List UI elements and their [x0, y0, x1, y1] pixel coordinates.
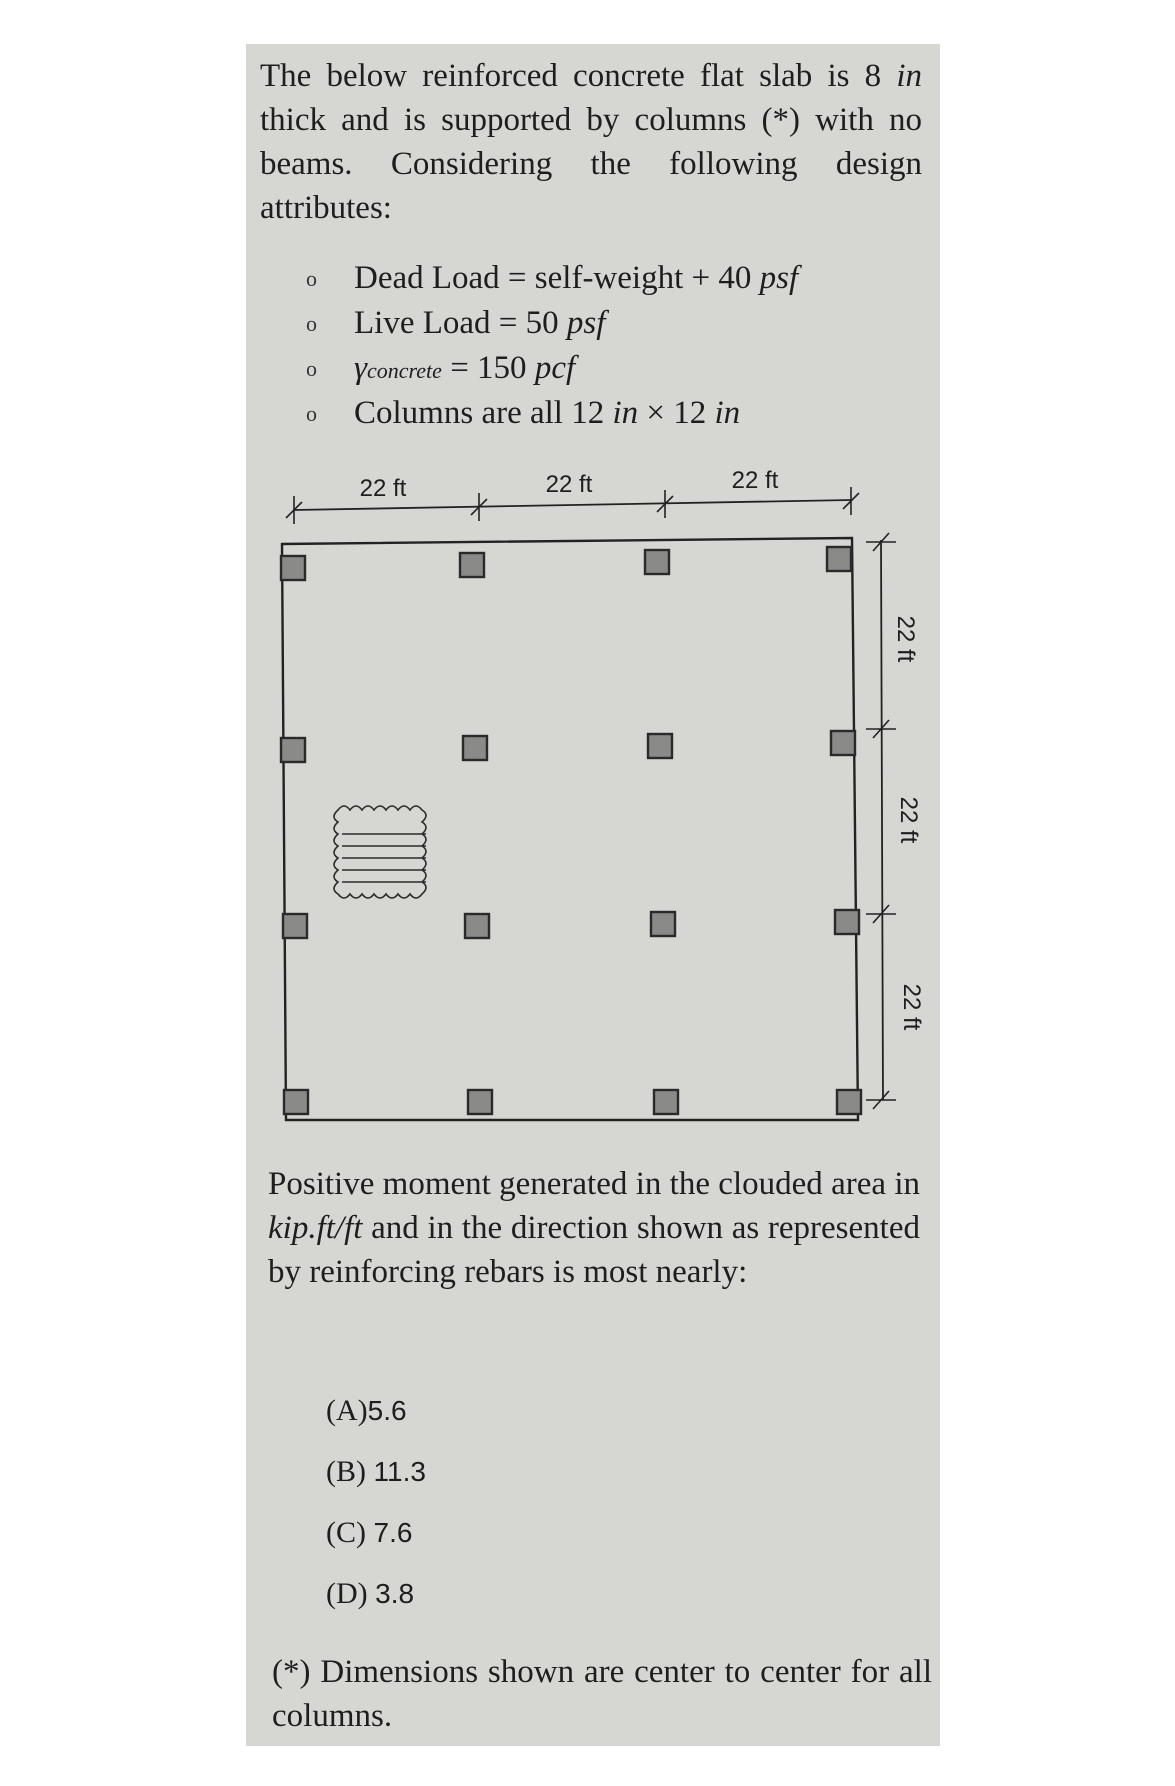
column	[648, 734, 672, 758]
clouded-area	[334, 806, 426, 898]
gamma-subscript: concrete	[367, 358, 442, 383]
right-dimension-line	[881, 540, 883, 1100]
choice-label: (A)	[326, 1394, 368, 1427]
column	[645, 550, 669, 574]
question-text-2: and in the direction shown as represented by reinforcing rebars is most nearly:	[268, 1210, 920, 1290]
gamma-symbol: γ	[354, 350, 368, 386]
column	[284, 1090, 308, 1114]
live-load-unit: psf	[566, 305, 606, 341]
column	[281, 738, 305, 762]
columns-label: Columns are all 12	[354, 395, 613, 431]
top-span-label-2: 22 ft	[545, 471, 593, 498]
problem-sheet	[246, 44, 940, 1746]
choice-value: 11.3	[373, 1456, 426, 1487]
column	[654, 1090, 678, 1114]
column	[827, 547, 851, 571]
bullet-marker: o	[306, 311, 317, 336]
dead-load-unit: psf	[759, 260, 799, 296]
columns-unit-2: in	[714, 395, 741, 431]
choice-label: (B)	[326, 1455, 366, 1488]
answer-choices	[326, 1380, 426, 1624]
choice-value: 5.6	[367, 1395, 407, 1426]
column	[835, 910, 859, 934]
column	[460, 553, 484, 577]
columns-unit-1: in	[612, 395, 639, 431]
question-text-1: Positive moment generated in the clouded area in	[268, 1166, 920, 1202]
columns-times: × 12	[638, 395, 715, 431]
choice-d[interactable]	[326, 1563, 426, 1624]
bullet-marker: o	[306, 401, 317, 426]
question-paragraph	[268, 1162, 920, 1294]
bullet-marker: o	[306, 356, 317, 381]
live-load-label: Live Load = 50	[354, 305, 567, 341]
right-span-label-3: 22 ft	[898, 983, 925, 1031]
choice-label: (D)	[326, 1577, 368, 1610]
column	[651, 912, 675, 936]
column	[468, 1090, 492, 1114]
choice-value: 3.8	[375, 1578, 415, 1609]
choice-c[interactable]	[326, 1502, 426, 1563]
intro-unit: in	[896, 58, 922, 94]
column	[281, 556, 305, 580]
cloud-outline	[334, 806, 426, 898]
gamma-value: = 150	[441, 350, 535, 386]
column	[831, 731, 855, 755]
intro-text-1: The below reinforced concrete flat slab is 8	[260, 58, 897, 94]
footnote: (*) Dimensions shown are center to center for all columns.	[272, 1654, 932, 1734]
column	[465, 914, 489, 938]
gamma-unit: pcf	[534, 350, 576, 386]
column	[283, 914, 307, 938]
right-span-label-2: 22 ft	[895, 796, 922, 844]
right-span-label-1: 22 ft	[892, 615, 919, 663]
top-span-label-3: 22 ft	[731, 467, 779, 494]
choice-a[interactable]	[326, 1380, 426, 1441]
column	[837, 1090, 861, 1114]
bullet-marker: o	[306, 266, 317, 291]
column	[463, 736, 487, 760]
choice-label: (C)	[326, 1516, 366, 1549]
slab-outline	[282, 538, 858, 1120]
dead-load-label: Dead Load = self-weight + 40	[354, 260, 760, 296]
column-grid	[281, 547, 861, 1114]
intro-text-2: thick and is supported by columns (*) with no beams. Considering the following design attributes:	[260, 102, 922, 226]
question-unit: kip.ft/ft	[268, 1210, 363, 1246]
top-span-label-1: 22 ft	[359, 475, 407, 502]
choice-b[interactable]	[326, 1441, 426, 1502]
choice-value: 7.6	[373, 1517, 413, 1548]
